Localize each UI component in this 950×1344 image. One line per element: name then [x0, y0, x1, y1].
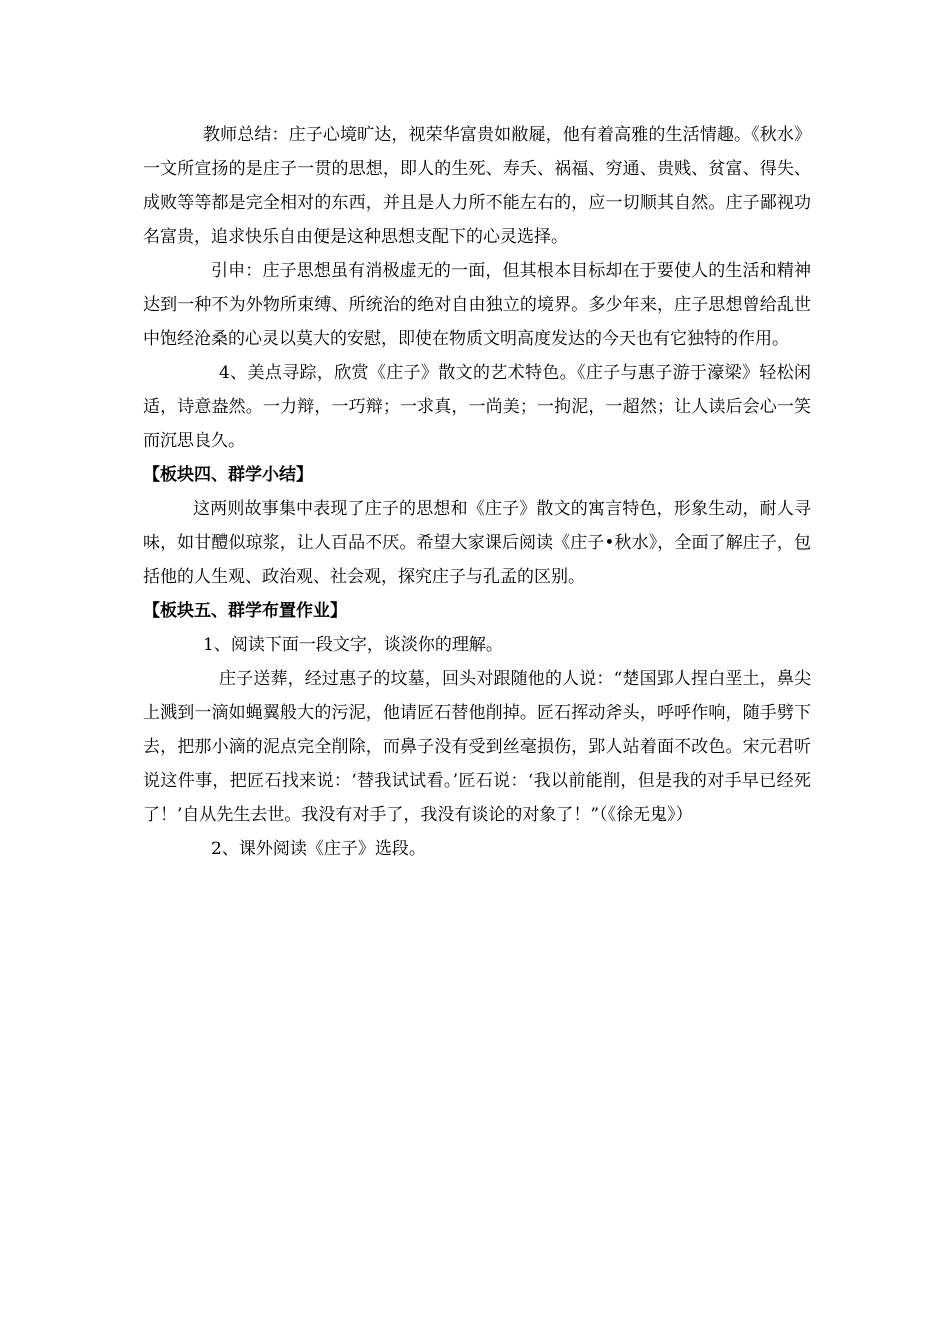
art-features-paragraph: 4、美点寻踪，欣赏《庄子》散文的艺术特色。《庄子与惠子游于濠梁》轻松闲适，诗意盎然。一力辩，一巧辩；一求真，一尚美；一拘泥，一超然；让人读后会心一笑而沉思良久。 — [143, 363, 811, 451]
homework-task-2: 2、课外阅读《庄子》选段。 — [211, 839, 426, 859]
homework-passage: 庄子送葬，经过惠子的坟墓，回头对跟随他的人说：“楚国郢人捏白垩土，鼻尖上溅到一滴如蝇翼般大的污泥，他请匠石替他削掉。匠石挥动斧头，呼呼作响，随手劈下去，把那小滴的泥点完全削除，而鼻子没有受到丝毫损伤，郢人站着面不改色。宋元君听说这件事，把匠石找来说：‘替我试试看。’匠石说：‘我以前能削，但是我的对手早已经死了！’自从先生去世。我没有对手了，我没有谈论的对象了！”（《徐无鬼》） — [143, 669, 811, 825]
homework-task-1: 1、阅读下面一段文字，谈淡你的理解。 — [203, 635, 503, 655]
teacher-summary-paragraph: 教师总结：庄子心境旷达，视荣华富贵如敝屣，他有着高雅的生活情趣。《秋水》一文所宣扬的是庄子一贯的思想，即人的生死、寿夭、祸福、穷通、贵贱、贫富、得失、成败等等都是完全相对的东西，并且是人力所不能左右的，应一切顺其自然。庄子鄙视功名富贵，追求快乐自由便是这种思想支配下的心灵选择。 — [143, 125, 811, 247]
section-five-heading: 【板块五、群学布置作业】 — [143, 601, 347, 621]
document-page — [143, 118, 811, 866]
extension-paragraph: 引申：庄子思想虽有消极虚无的一面，但其根本目标却在于要使人的生活和精神达到一种不为外物所束缚、所统治的绝对自由独立的境界。多少年来，庄子思想曾给乱世中饱经沧桑的心灵以莫大的安慰，即使在物质文明高度发达的今天也有它独特的作用。 — [143, 261, 811, 349]
section-four-summary: 这两则故事集中表现了庄子的思想和《庄子》散文的寓言特色，形象生动，耐人寻味，如甘醴似琼浆，让人百品不厌。希望大家课后阅读《庄子•秋水》，全面了解庄子，包括他的人生观、政治观、社会观，探究庄子与孔孟的区别。 — [143, 499, 811, 587]
section-four-heading: 【板块四、群学小结】 — [143, 465, 313, 485]
